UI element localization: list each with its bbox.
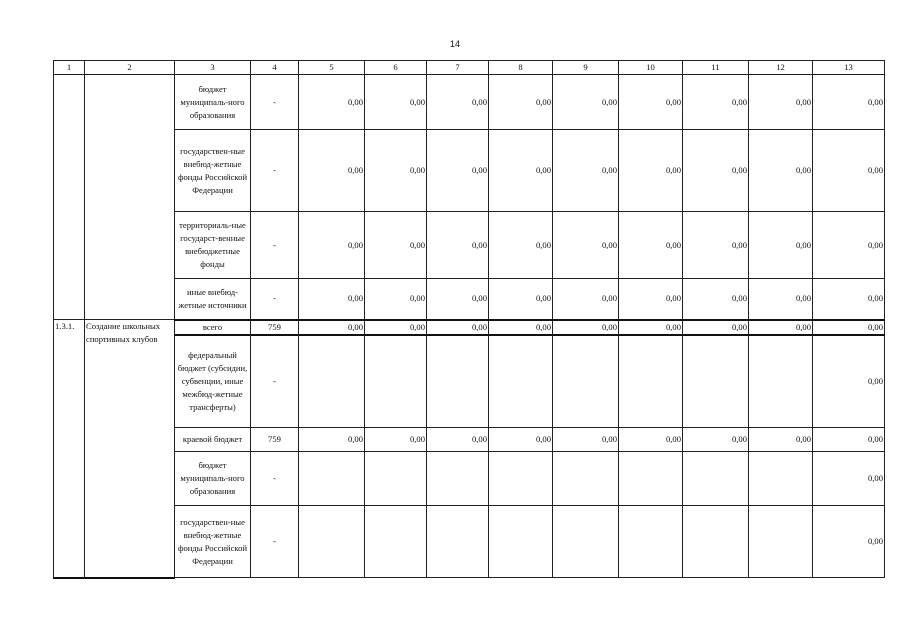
value-cell bbox=[427, 506, 489, 578]
code-cell: - bbox=[251, 75, 299, 130]
funding-source: бюджет муниципаль-ного образования bbox=[175, 452, 251, 506]
column-header: 11 bbox=[683, 61, 749, 75]
value-cell: 0,00 bbox=[619, 130, 683, 212]
value-cell: 0,00 bbox=[813, 212, 885, 279]
column-header: 8 bbox=[489, 61, 553, 75]
table-row bbox=[54, 75, 885, 130]
page-number: 14 bbox=[449, 39, 460, 49]
value-cell: 0,00 bbox=[619, 320, 683, 335]
value-cell bbox=[489, 335, 553, 428]
value-cell: 0,00 bbox=[365, 130, 427, 212]
value-cell: 0,00 bbox=[619, 428, 683, 452]
column-header: 1 bbox=[54, 61, 85, 75]
value-cell bbox=[619, 452, 683, 506]
column-header: 6 bbox=[365, 61, 427, 75]
value-cell: 0,00 bbox=[749, 279, 813, 320]
column-header: 7 bbox=[427, 61, 489, 75]
value-cell: 0,00 bbox=[553, 75, 619, 130]
value-cell: 0,00 bbox=[683, 320, 749, 335]
value-cell bbox=[749, 335, 813, 428]
value-cell bbox=[489, 506, 553, 578]
value-cell: 0,00 bbox=[489, 212, 553, 279]
item-number-empty bbox=[54, 75, 85, 320]
value-cell: 0,00 bbox=[553, 212, 619, 279]
value-cell: 0,00 bbox=[299, 75, 365, 130]
value-cell: 0,00 bbox=[813, 130, 885, 212]
value-cell: 0,00 bbox=[427, 130, 489, 212]
code-cell: - bbox=[251, 279, 299, 320]
code-cell: - bbox=[251, 130, 299, 212]
value-cell bbox=[683, 335, 749, 428]
item-name-empty bbox=[85, 75, 175, 320]
value-cell bbox=[365, 335, 427, 428]
value-cell: 0,00 bbox=[489, 320, 553, 335]
value-cell: 0,00 bbox=[299, 279, 365, 320]
column-header: 10 bbox=[619, 61, 683, 75]
value-cell: 0,00 bbox=[683, 130, 749, 212]
value-cell: 0,00 bbox=[299, 130, 365, 212]
value-cell bbox=[427, 452, 489, 506]
code-cell: - bbox=[251, 335, 299, 428]
table-row bbox=[54, 130, 885, 212]
column-header: 9 bbox=[553, 61, 619, 75]
value-cell bbox=[749, 452, 813, 506]
table-row bbox=[54, 335, 885, 428]
value-cell: 0,00 bbox=[553, 130, 619, 212]
value-cell: 0,00 bbox=[813, 279, 885, 320]
funding-source: государствен-ные внебюд-жетные фонды Российской Федерации bbox=[175, 506, 251, 578]
value-cell: 0,00 bbox=[749, 75, 813, 130]
table-row bbox=[54, 212, 885, 279]
value-cell: 0,00 bbox=[683, 279, 749, 320]
table-row bbox=[54, 320, 885, 335]
funding-source: краевой бюджет bbox=[175, 428, 251, 452]
value-cell: 0,00 bbox=[619, 212, 683, 279]
column-header: 3 bbox=[175, 61, 251, 75]
value-cell bbox=[553, 506, 619, 578]
value-cell bbox=[683, 506, 749, 578]
funding-source: бюджет муниципаль-ного образования bbox=[175, 75, 251, 130]
value-cell bbox=[299, 452, 365, 506]
value-cell bbox=[427, 335, 489, 428]
value-cell bbox=[553, 335, 619, 428]
item-name: Создание школьных спортивных клубов bbox=[85, 320, 175, 578]
value-cell: 0,00 bbox=[427, 320, 489, 335]
value-cell: 0,00 bbox=[813, 428, 885, 452]
value-cell: 0,00 bbox=[619, 75, 683, 130]
value-cell: 0,00 bbox=[365, 75, 427, 130]
value-cell bbox=[553, 452, 619, 506]
budget-table bbox=[53, 60, 885, 579]
code-cell: - bbox=[251, 212, 299, 279]
value-cell: 0,00 bbox=[553, 320, 619, 335]
value-cell: 0,00 bbox=[489, 130, 553, 212]
value-cell: 0,00 bbox=[683, 75, 749, 130]
funding-source: государствен-ные внебюд-жетные фонды Российской Федерации bbox=[175, 130, 251, 212]
value-cell: 0,00 bbox=[553, 279, 619, 320]
value-cell: 0,00 bbox=[813, 320, 885, 335]
value-cell: 0,00 bbox=[427, 75, 489, 130]
value-cell: 0,00 bbox=[813, 452, 885, 506]
funding-source: всего bbox=[175, 320, 251, 335]
value-cell: 0,00 bbox=[553, 428, 619, 452]
value-cell bbox=[619, 335, 683, 428]
value-cell: 0,00 bbox=[489, 279, 553, 320]
header-row bbox=[54, 61, 885, 75]
value-cell: 0,00 bbox=[365, 428, 427, 452]
value-cell bbox=[683, 452, 749, 506]
value-cell: 0,00 bbox=[299, 320, 365, 335]
value-cell: 0,00 bbox=[749, 212, 813, 279]
code-cell: - bbox=[251, 506, 299, 578]
value-cell bbox=[299, 335, 365, 428]
value-cell: 0,00 bbox=[365, 279, 427, 320]
column-header: 5 bbox=[299, 61, 365, 75]
funding-source: территориаль-ные государст-венные внебюджетные фонды bbox=[175, 212, 251, 279]
value-cell: 0,00 bbox=[813, 335, 885, 428]
column-header: 13 bbox=[813, 61, 885, 75]
value-cell: 0,00 bbox=[489, 75, 553, 130]
code-cell: 759 bbox=[251, 428, 299, 452]
value-cell: 0,00 bbox=[813, 506, 885, 578]
item-number: 1.3.1. bbox=[54, 320, 85, 578]
table-row bbox=[54, 452, 885, 506]
value-cell: 0,00 bbox=[683, 428, 749, 452]
value-cell: 0,00 bbox=[749, 428, 813, 452]
value-cell: 0,00 bbox=[299, 428, 365, 452]
value-cell: 0,00 bbox=[749, 320, 813, 335]
funding-source: федеральный бюджет (субсидии, субвенции, иные межбюд-жетные трансферты) bbox=[175, 335, 251, 428]
value-cell: 0,00 bbox=[749, 130, 813, 212]
value-cell: 0,00 bbox=[619, 279, 683, 320]
table-row bbox=[54, 506, 885, 578]
table-row bbox=[54, 279, 885, 320]
value-cell bbox=[749, 506, 813, 578]
value-cell bbox=[489, 452, 553, 506]
column-header: 12 bbox=[749, 61, 813, 75]
value-cell: 0,00 bbox=[365, 212, 427, 279]
value-cell: 0,00 bbox=[365, 320, 427, 335]
funding-source: иные внебюд-жетные источники bbox=[175, 279, 251, 320]
value-cell: 0,00 bbox=[813, 75, 885, 130]
value-cell: 0,00 bbox=[427, 428, 489, 452]
code-cell: 759 bbox=[251, 320, 299, 335]
value-cell bbox=[299, 506, 365, 578]
column-header: 4 bbox=[251, 61, 299, 75]
value-cell bbox=[365, 452, 427, 506]
code-cell: - bbox=[251, 452, 299, 506]
value-cell: 0,00 bbox=[427, 279, 489, 320]
value-cell: 0,00 bbox=[427, 212, 489, 279]
value-cell: 0,00 bbox=[489, 428, 553, 452]
value-cell: 0,00 bbox=[683, 212, 749, 279]
table-row bbox=[54, 428, 885, 452]
value-cell bbox=[365, 506, 427, 578]
column-header: 2 bbox=[85, 61, 175, 75]
value-cell: 0,00 bbox=[299, 212, 365, 279]
value-cell bbox=[619, 506, 683, 578]
